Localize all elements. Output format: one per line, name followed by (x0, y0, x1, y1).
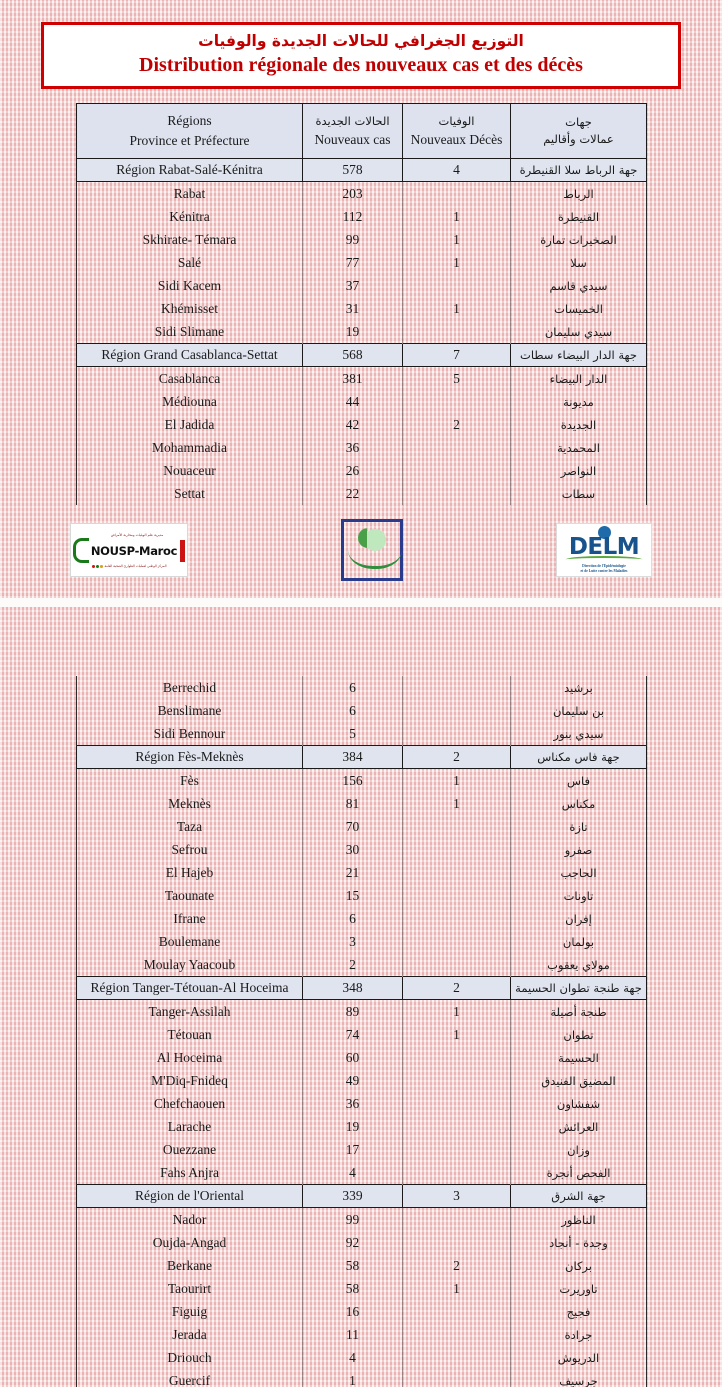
column-header-new-cases-french: Nouveaux cas (314, 131, 391, 147)
new-deaths-cell (403, 482, 511, 505)
province-name-cell: Chefchaouen (77, 1092, 303, 1115)
arabic-name-cell: الدريوش (511, 1346, 647, 1369)
arabic-name-cell: وجدة - أنجاد (511, 1231, 647, 1254)
new-cases-cell: 89 (303, 1000, 403, 1024)
column-header-new-cases (303, 104, 403, 159)
column-header-new-cases-arabic: الحالات الجديدة (315, 113, 390, 128)
new-cases-cell: 2 (303, 953, 403, 977)
province-row (77, 390, 647, 413)
new-cases-cell: 203 (303, 182, 403, 206)
regional-table-wrapper-page2 (76, 676, 646, 1387)
arabic-name-cell: مديونة (511, 390, 647, 413)
column-header-arabic-line2: عمالات وأقاليم (543, 132, 614, 147)
new-deaths-cell (403, 1346, 511, 1369)
new-deaths-cell (403, 907, 511, 930)
arabic-name-cell: سطات (511, 482, 647, 505)
arabic-name-cell: المضيق الفنيدق (511, 1069, 647, 1092)
new-cases-cell: 339 (303, 1185, 403, 1208)
delm-subtitle-line1: Direction de l'Epidémiologie (582, 564, 626, 569)
new-cases-cell: 70 (303, 815, 403, 838)
new-deaths-cell (403, 884, 511, 907)
new-deaths-cell (403, 1069, 511, 1092)
province-name-cell: El Jadida (77, 413, 303, 436)
arabic-name-cell: جهة طنجة تطوان الحسيمة (511, 977, 647, 1000)
province-name-cell: Casablanca (77, 367, 303, 391)
province-row (77, 815, 647, 838)
region-summary-row (77, 159, 647, 182)
new-cases-cell: 3 (303, 930, 403, 953)
nousp-logo-wordmark: NOUSP-Maroc (90, 543, 178, 558)
province-row (77, 482, 647, 505)
province-name-cell: El Hajeb (77, 861, 303, 884)
new-deaths-cell: 2 (403, 977, 511, 1000)
new-cases-cell: 16 (303, 1300, 403, 1323)
province-row (77, 1277, 647, 1300)
arabic-name-cell: سيدي سليمان (511, 320, 647, 344)
region-name-cell: Région Fès-Meknès (77, 746, 303, 769)
new-deaths-cell (403, 1115, 511, 1138)
logo-strip (70, 519, 652, 581)
province-row (77, 1138, 647, 1161)
new-deaths-cell: 1 (403, 228, 511, 251)
new-cases-cell: 77 (303, 251, 403, 274)
province-row (77, 1323, 647, 1346)
new-cases-cell: 30 (303, 838, 403, 861)
province-row (77, 1300, 647, 1323)
province-name-cell: Jerada (77, 1323, 303, 1346)
province-row (77, 1046, 647, 1069)
table-header-row (77, 104, 647, 159)
new-cases-cell: 6 (303, 676, 403, 699)
table-body-page1 (77, 159, 647, 506)
regional-table-wrapper-page1 (76, 103, 646, 505)
new-cases-cell: 156 (303, 769, 403, 793)
column-header-arabic-names (511, 104, 647, 159)
province-name-cell: Al Hoceima (77, 1046, 303, 1069)
province-row (77, 792, 647, 815)
arabic-name-cell: تطوان (511, 1023, 647, 1046)
new-cases-cell: 578 (303, 159, 403, 182)
new-deaths-cell (403, 838, 511, 861)
region-name-cell: Région Grand Casablanca-Settat (77, 344, 303, 367)
arabic-name-cell: مولاي يعقوب (511, 953, 647, 977)
new-cases-cell: 81 (303, 792, 403, 815)
province-name-cell: Tétouan (77, 1023, 303, 1046)
new-cases-cell: 37 (303, 274, 403, 297)
page-title-french: Distribution régionale des nouveaux cas et des décès (139, 54, 583, 77)
new-cases-cell: 112 (303, 205, 403, 228)
province-name-cell: Guercif (77, 1369, 303, 1387)
new-deaths-cell: 1 (403, 792, 511, 815)
new-deaths-cell: 3 (403, 1185, 511, 1208)
province-name-cell: Taounate (77, 884, 303, 907)
province-name-cell: Médiouna (77, 390, 303, 413)
province-name-cell: Larache (77, 1115, 303, 1138)
arabic-name-cell: سيدي قاسم (511, 274, 647, 297)
new-cases-cell: 11 (303, 1323, 403, 1346)
new-deaths-cell (403, 861, 511, 884)
province-name-cell: Sidi Kacem (77, 274, 303, 297)
arabic-name-cell: النواصر (511, 459, 647, 482)
document-page-1 (0, 0, 722, 598)
new-cases-cell: 381 (303, 367, 403, 391)
new-deaths-cell: 2 (403, 413, 511, 436)
column-header-region (77, 104, 303, 159)
province-row (77, 699, 647, 722)
arabic-name-cell: جهة فاس مكناس (511, 746, 647, 769)
province-row (77, 182, 647, 206)
province-name-cell: Fahs Anjra (77, 1161, 303, 1185)
province-row (77, 297, 647, 320)
province-row (77, 1369, 647, 1387)
province-row (77, 1346, 647, 1369)
arabic-name-cell: جهة الشرق (511, 1185, 647, 1208)
new-deaths-cell (403, 1161, 511, 1185)
arabic-name-cell: الناظور (511, 1208, 647, 1232)
arabic-name-cell: جهة الرباط سلا القنيطرة (511, 159, 647, 182)
arabic-name-cell: فاس (511, 769, 647, 793)
new-cases-cell: 99 (303, 1208, 403, 1232)
new-cases-cell: 15 (303, 884, 403, 907)
new-cases-cell: 19 (303, 1115, 403, 1138)
column-header-arabic-line1: جهات (565, 115, 592, 130)
new-cases-cell: 36 (303, 1092, 403, 1115)
new-deaths-cell (403, 953, 511, 977)
province-name-cell: Settat (77, 482, 303, 505)
new-cases-cell: 74 (303, 1023, 403, 1046)
arabic-name-cell: وزان (511, 1138, 647, 1161)
province-name-cell: Ifrane (77, 907, 303, 930)
title-banner (41, 22, 681, 89)
new-cases-cell: 22 (303, 482, 403, 505)
province-name-cell: Figuig (77, 1300, 303, 1323)
province-row (77, 459, 647, 482)
arabic-name-cell: سلا (511, 251, 647, 274)
green-wave-icon (348, 550, 402, 569)
crescent-moon-icon (364, 529, 386, 551)
region-summary-row (77, 1185, 647, 1208)
column-header-region-line1: Régions (167, 113, 212, 129)
nousp-red-bar-icon (180, 540, 185, 562)
province-row (77, 1069, 647, 1092)
new-deaths-cell (403, 436, 511, 459)
new-deaths-cell (403, 1300, 511, 1323)
new-deaths-cell (403, 182, 511, 206)
province-row (77, 320, 647, 344)
arabic-name-cell: تازة (511, 815, 647, 838)
province-row (77, 861, 647, 884)
new-deaths-cell: 4 (403, 159, 511, 182)
new-cases-cell: 17 (303, 1138, 403, 1161)
new-cases-cell: 44 (303, 390, 403, 413)
province-name-cell: Oujda-Angad (77, 1231, 303, 1254)
province-row (77, 1208, 647, 1232)
new-cases-cell: 384 (303, 746, 403, 769)
new-cases-cell: 26 (303, 459, 403, 482)
region-name-cell: Région Rabat-Salé-Kénitra (77, 159, 303, 182)
nousp-logo-top-arabic: مديرية علم الوبئيات ومحاربة الأمراض (110, 532, 164, 537)
region-summary-row (77, 344, 647, 367)
province-row (77, 722, 647, 746)
arabic-name-cell: شفشاون (511, 1092, 647, 1115)
new-deaths-cell: 2 (403, 1254, 511, 1277)
province-row (77, 930, 647, 953)
new-cases-cell: 6 (303, 699, 403, 722)
arabic-name-cell: الصخيرات تمارة (511, 228, 647, 251)
ministry-of-health-logo (341, 519, 403, 581)
province-row (77, 953, 647, 977)
arabic-name-cell: القنيطرة (511, 205, 647, 228)
new-cases-cell: 4 (303, 1161, 403, 1185)
province-name-cell: Fès (77, 769, 303, 793)
arabic-name-cell: جرادة (511, 1323, 647, 1346)
province-row (77, 884, 647, 907)
region-name-cell: Région Tanger-Tétouan-Al Hoceima (77, 977, 303, 1000)
arabic-name-cell: جهة الدار البيضاء سطات (511, 344, 647, 367)
new-cases-cell: 348 (303, 977, 403, 1000)
arabic-name-cell: بركان (511, 1254, 647, 1277)
province-row (77, 1231, 647, 1254)
province-row (77, 205, 647, 228)
new-deaths-cell (403, 1369, 511, 1387)
province-name-cell: Meknès (77, 792, 303, 815)
delm-subtitle-line2: et de Lutte contre les Maladies (580, 569, 628, 574)
province-row (77, 367, 647, 391)
region-name-cell: Région de l'Oriental (77, 1185, 303, 1208)
province-name-cell: Berrechid (77, 676, 303, 699)
province-row (77, 769, 647, 793)
page-separator (0, 598, 722, 607)
column-header-new-deaths-french: Nouveaux Décès (410, 131, 503, 147)
new-deaths-cell: 1 (403, 769, 511, 793)
province-name-cell: Moulay Yaacoub (77, 953, 303, 977)
ministry-emblem-icon (341, 519, 403, 581)
arabic-name-cell: جرسيف (511, 1369, 647, 1387)
province-name-cell: Berkane (77, 1254, 303, 1277)
new-deaths-cell: 7 (403, 344, 511, 367)
column-header-new-deaths-arabic: الوفيات (438, 113, 475, 128)
new-cases-cell: 568 (303, 344, 403, 367)
new-deaths-cell: 2 (403, 746, 511, 769)
new-deaths-cell (403, 1092, 511, 1115)
new-cases-cell: 60 (303, 1046, 403, 1069)
new-cases-cell: 92 (303, 1231, 403, 1254)
new-deaths-cell (403, 274, 511, 297)
new-cases-cell: 42 (303, 413, 403, 436)
new-deaths-cell (403, 320, 511, 344)
province-name-cell: Nador (77, 1208, 303, 1232)
province-name-cell: Skhirate- Témara (77, 228, 303, 251)
new-deaths-cell: 1 (403, 1000, 511, 1024)
new-cases-cell: 5 (303, 722, 403, 746)
arabic-name-cell: برشيد (511, 676, 647, 699)
arabic-name-cell: فجيج (511, 1300, 647, 1323)
province-name-cell: Khémisset (77, 297, 303, 320)
new-cases-cell: 31 (303, 297, 403, 320)
new-deaths-cell (403, 676, 511, 699)
arabic-name-cell: طنجة أصيلة (511, 1000, 647, 1024)
province-name-cell: Boulemane (77, 930, 303, 953)
new-deaths-cell (403, 459, 511, 482)
province-row (77, 838, 647, 861)
arabic-name-cell: تاونات (511, 884, 647, 907)
new-cases-cell: 36 (303, 436, 403, 459)
province-name-cell: Taza (77, 815, 303, 838)
column-header-region-line2: Province et Préfecture (129, 133, 250, 149)
province-name-cell: Ouezzane (77, 1138, 303, 1161)
nousp-logo-bottom-arabic: المركز الوطني لعمليات الطوارئ الصحية العامة (104, 564, 167, 569)
page-title-arabic: التوزيع الجغرافي للحالات الجديدة والوفيات (198, 32, 524, 50)
new-deaths-cell (403, 1138, 511, 1161)
province-name-cell: Sidi Bennour (77, 722, 303, 746)
province-row (77, 1092, 647, 1115)
province-row (77, 676, 647, 699)
province-row (77, 1023, 647, 1046)
new-cases-cell: 99 (303, 228, 403, 251)
arabic-name-cell: الحاجب (511, 861, 647, 884)
province-name-cell: Kénitra (77, 205, 303, 228)
province-row (77, 1115, 647, 1138)
arabic-name-cell: الدار البيضاء (511, 367, 647, 391)
arabic-name-cell: الجديدة (511, 413, 647, 436)
table-head (77, 104, 647, 159)
province-row (77, 228, 647, 251)
new-deaths-cell (403, 1046, 511, 1069)
arabic-name-cell: مكناس (511, 792, 647, 815)
regional-distribution-table-page1 (76, 103, 647, 505)
province-name-cell: Benslimane (77, 699, 303, 722)
province-row (77, 251, 647, 274)
delm-wordmark: DELM (568, 534, 640, 561)
arabic-name-cell: العرائش (511, 1115, 647, 1138)
new-deaths-cell (403, 815, 511, 838)
new-deaths-cell (403, 1323, 511, 1346)
new-deaths-cell (403, 1208, 511, 1232)
new-cases-cell: 49 (303, 1069, 403, 1092)
arabic-name-cell: الحسيمة (511, 1046, 647, 1069)
province-row (77, 413, 647, 436)
new-cases-cell: 58 (303, 1254, 403, 1277)
table-body-page2 (77, 676, 647, 1387)
nousp-logo (70, 523, 188, 577)
new-deaths-cell (403, 1231, 511, 1254)
arabic-name-cell: تاوريرت (511, 1277, 647, 1300)
arabic-name-cell: بن سليمان (511, 699, 647, 722)
arabic-name-cell: إفران (511, 907, 647, 930)
new-deaths-cell (403, 722, 511, 746)
new-deaths-cell (403, 390, 511, 413)
arabic-name-cell: الخميسات (511, 297, 647, 320)
new-cases-cell: 4 (303, 1346, 403, 1369)
province-name-cell: Taourirt (77, 1277, 303, 1300)
new-deaths-cell (403, 930, 511, 953)
region-summary-row (77, 977, 647, 1000)
nousp-dots-icon (92, 565, 103, 568)
new-deaths-cell (403, 699, 511, 722)
province-name-cell: Mohammadia (77, 436, 303, 459)
new-cases-cell: 6 (303, 907, 403, 930)
new-cases-cell: 19 (303, 320, 403, 344)
document-page-2 (0, 607, 722, 1387)
arabic-name-cell: صفرو (511, 838, 647, 861)
new-deaths-cell: 1 (403, 1277, 511, 1300)
province-row (77, 436, 647, 459)
province-name-cell: Salé (77, 251, 303, 274)
province-row (77, 1254, 647, 1277)
new-deaths-cell: 1 (403, 297, 511, 320)
new-cases-cell: 21 (303, 861, 403, 884)
nousp-c-icon (73, 538, 89, 563)
new-deaths-cell: 5 (403, 367, 511, 391)
province-name-cell: Sidi Slimane (77, 320, 303, 344)
arabic-name-cell: المحمدية (511, 436, 647, 459)
delm-swoosh-icon (566, 556, 642, 563)
province-name-cell: Rabat (77, 182, 303, 206)
arabic-name-cell: سيدي بنور (511, 722, 647, 746)
new-deaths-cell: 1 (403, 205, 511, 228)
province-name-cell: Tanger-Assilah (77, 1000, 303, 1024)
delm-logo (556, 523, 652, 577)
province-name-cell: Driouch (77, 1346, 303, 1369)
arabic-name-cell: بولمان (511, 930, 647, 953)
new-cases-cell: 1 (303, 1369, 403, 1387)
province-row (77, 274, 647, 297)
province-row (77, 1161, 647, 1185)
arabic-name-cell: الفحص أنجرة (511, 1161, 647, 1185)
arabic-name-cell: الرباط (511, 182, 647, 206)
regional-distribution-table-page2 (76, 676, 647, 1387)
province-name-cell: Sefrou (77, 838, 303, 861)
province-name-cell: Nouaceur (77, 459, 303, 482)
new-deaths-cell: 1 (403, 251, 511, 274)
new-deaths-cell: 1 (403, 1023, 511, 1046)
province-row (77, 1000, 647, 1024)
province-name-cell: M'Diq-Fnideq (77, 1069, 303, 1092)
new-cases-cell: 58 (303, 1277, 403, 1300)
column-header-new-deaths (403, 104, 511, 159)
region-summary-row (77, 746, 647, 769)
province-row (77, 907, 647, 930)
